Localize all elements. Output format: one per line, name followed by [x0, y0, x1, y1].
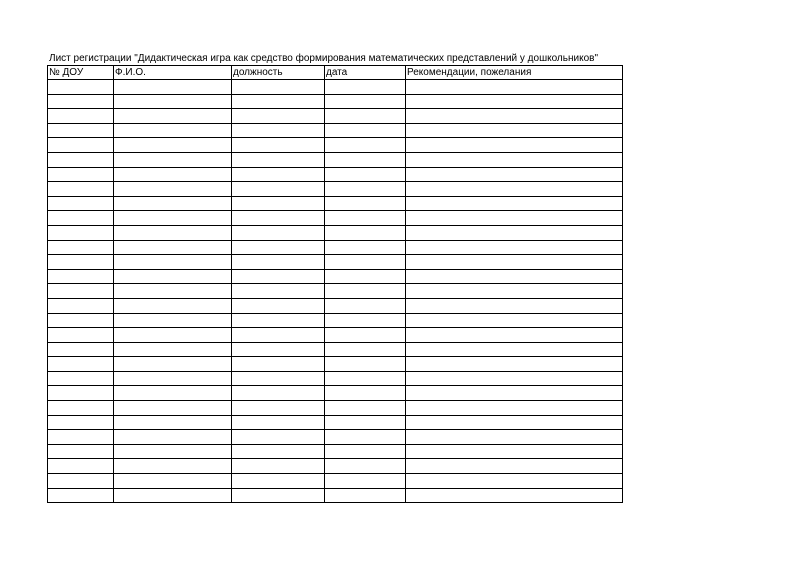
position-cell[interactable] — [232, 430, 325, 445]
dou-number-cell[interactable] — [48, 328, 114, 343]
dou-number-cell[interactable] — [48, 94, 114, 109]
dou-number-cell[interactable] — [48, 401, 114, 416]
recommendations-cell[interactable] — [406, 444, 623, 459]
table-row — [48, 371, 623, 386]
dou-number-cell[interactable] — [48, 211, 114, 226]
dou-number-cell[interactable] — [48, 298, 114, 313]
table-row — [48, 474, 623, 489]
position-cell[interactable] — [232, 240, 325, 255]
full-name-cell[interactable] — [114, 415, 232, 430]
position-cell[interactable] — [232, 109, 325, 124]
dou-number-cell[interactable] — [48, 430, 114, 445]
recommendations-cell[interactable] — [406, 94, 623, 109]
table-row — [48, 459, 623, 474]
position-cell[interactable] — [232, 459, 325, 474]
table-row — [48, 211, 623, 226]
date-cell[interactable] — [325, 401, 406, 416]
full-name-cell[interactable] — [114, 255, 232, 270]
full-name-cell[interactable] — [114, 167, 232, 182]
dou-number-cell[interactable] — [48, 357, 114, 372]
position-cell[interactable] — [232, 474, 325, 489]
table-row — [48, 357, 623, 372]
table-row — [48, 284, 623, 299]
dou-number-cell[interactable] — [48, 284, 114, 299]
table-row — [48, 488, 623, 503]
dou-number-cell[interactable] — [48, 182, 114, 197]
recommendations-cell[interactable] — [406, 298, 623, 313]
column-header-position: должность — [232, 66, 325, 80]
date-cell[interactable] — [325, 386, 406, 401]
date-cell[interactable] — [325, 357, 406, 372]
date-cell[interactable] — [325, 152, 406, 167]
full-name-cell[interactable] — [114, 123, 232, 138]
position-cell[interactable] — [232, 313, 325, 328]
table-row — [48, 196, 623, 211]
dou-number-cell[interactable] — [48, 255, 114, 270]
recommendations-cell[interactable] — [406, 386, 623, 401]
full-name-cell[interactable] — [114, 488, 232, 503]
position-cell[interactable] — [232, 342, 325, 357]
date-cell[interactable] — [325, 182, 406, 197]
dou-number-cell[interactable] — [48, 488, 114, 503]
date-cell[interactable] — [325, 415, 406, 430]
full-name-cell[interactable] — [114, 430, 232, 445]
date-cell[interactable] — [325, 313, 406, 328]
full-name-cell[interactable] — [114, 401, 232, 416]
recommendations-cell[interactable] — [406, 182, 623, 197]
table-row — [48, 298, 623, 313]
date-cell[interactable] — [325, 123, 406, 138]
recommendations-cell[interactable] — [406, 240, 623, 255]
table-row — [48, 80, 623, 95]
date-cell[interactable] — [325, 328, 406, 343]
full-name-cell[interactable] — [114, 109, 232, 124]
table-row — [48, 415, 623, 430]
date-cell[interactable] — [325, 94, 406, 109]
recommendations-cell[interactable] — [406, 80, 623, 95]
table-row — [48, 255, 623, 270]
table-row — [48, 152, 623, 167]
full-name-cell[interactable] — [114, 240, 232, 255]
dou-number-cell[interactable] — [48, 459, 114, 474]
recommendations-cell[interactable] — [406, 313, 623, 328]
table-row — [48, 430, 623, 445]
dou-number-cell[interactable] — [48, 109, 114, 124]
recommendations-cell[interactable] — [406, 430, 623, 445]
dou-number-cell[interactable] — [48, 269, 114, 284]
table-row — [48, 138, 623, 153]
recommendations-cell[interactable] — [406, 459, 623, 474]
dou-number-cell[interactable] — [48, 167, 114, 182]
recommendations-cell[interactable] — [406, 167, 623, 182]
table-row — [48, 94, 623, 109]
full-name-cell[interactable] — [114, 152, 232, 167]
recommendations-cell[interactable] — [406, 138, 623, 153]
dou-number-cell[interactable] — [48, 138, 114, 153]
recommendations-cell[interactable] — [406, 211, 623, 226]
table-row — [48, 342, 623, 357]
position-cell[interactable] — [232, 138, 325, 153]
recommendations-cell[interactable] — [406, 401, 623, 416]
position-cell[interactable] — [232, 196, 325, 211]
table-row — [48, 225, 623, 240]
column-header-date: дата — [325, 66, 406, 80]
full-name-cell[interactable] — [114, 80, 232, 95]
table-body — [48, 80, 623, 503]
full-name-cell[interactable] — [114, 94, 232, 109]
table-row — [48, 386, 623, 401]
dou-number-cell[interactable] — [48, 123, 114, 138]
recommendations-cell[interactable] — [406, 328, 623, 343]
recommendations-cell[interactable] — [406, 488, 623, 503]
position-cell[interactable] — [232, 225, 325, 240]
recommendations-cell[interactable] — [406, 357, 623, 372]
date-cell[interactable] — [325, 269, 406, 284]
position-cell[interactable] — [232, 255, 325, 270]
full-name-cell[interactable] — [114, 313, 232, 328]
date-cell[interactable] — [325, 474, 406, 489]
date-cell[interactable] — [325, 80, 406, 95]
dou-number-cell[interactable] — [48, 80, 114, 95]
recommendations-cell[interactable] — [406, 123, 623, 138]
date-cell[interactable] — [325, 167, 406, 182]
recommendations-cell[interactable] — [406, 109, 623, 124]
dou-number-cell[interactable] — [48, 371, 114, 386]
position-cell[interactable] — [232, 488, 325, 503]
full-name-cell[interactable] — [114, 225, 232, 240]
date-cell[interactable] — [325, 225, 406, 240]
position-cell[interactable] — [232, 415, 325, 430]
table-row — [48, 401, 623, 416]
full-name-cell[interactable] — [114, 444, 232, 459]
dou-number-cell[interactable] — [48, 444, 114, 459]
dou-number-cell[interactable] — [48, 152, 114, 167]
full-name-cell[interactable] — [114, 196, 232, 211]
recommendations-cell[interactable] — [406, 284, 623, 299]
recommendations-cell[interactable] — [406, 269, 623, 284]
full-name-cell[interactable] — [114, 298, 232, 313]
recommendations-cell[interactable] — [406, 152, 623, 167]
position-cell[interactable] — [232, 269, 325, 284]
full-name-cell[interactable] — [114, 459, 232, 474]
position-cell[interactable] — [232, 444, 325, 459]
dou-number-cell[interactable] — [48, 225, 114, 240]
position-cell[interactable] — [232, 386, 325, 401]
date-cell[interactable] — [325, 284, 406, 299]
full-name-cell[interactable] — [114, 474, 232, 489]
position-cell[interactable] — [232, 211, 325, 226]
position-cell[interactable] — [232, 328, 325, 343]
date-cell[interactable] — [325, 196, 406, 211]
date-cell[interactable] — [325, 444, 406, 459]
date-cell[interactable] — [325, 430, 406, 445]
dou-number-cell[interactable] — [48, 415, 114, 430]
table-row — [48, 269, 623, 284]
recommendations-cell[interactable] — [406, 474, 623, 489]
full-name-cell[interactable] — [114, 371, 232, 386]
table-row — [48, 240, 623, 255]
column-header-recommendations: Рекомендации, пожелания — [406, 66, 623, 80]
dou-number-cell[interactable] — [48, 386, 114, 401]
table-row — [48, 123, 623, 138]
table-row — [48, 182, 623, 197]
full-name-cell[interactable] — [114, 342, 232, 357]
full-name-cell[interactable] — [114, 328, 232, 343]
date-cell[interactable] — [325, 240, 406, 255]
recommendations-cell[interactable] — [406, 225, 623, 240]
table-row — [48, 167, 623, 182]
recommendations-cell[interactable] — [406, 255, 623, 270]
position-cell[interactable] — [232, 284, 325, 299]
date-cell[interactable] — [325, 109, 406, 124]
dou-number-cell[interactable] — [48, 313, 114, 328]
position-cell[interactable] — [232, 371, 325, 386]
position-cell[interactable] — [232, 94, 325, 109]
position-cell[interactable] — [232, 152, 325, 167]
column-header-dou-number: № ДОУ — [48, 66, 114, 80]
position-cell[interactable] — [232, 401, 325, 416]
date-cell[interactable] — [325, 211, 406, 226]
recommendations-cell[interactable] — [406, 371, 623, 386]
position-cell[interactable] — [232, 357, 325, 372]
full-name-cell[interactable] — [114, 269, 232, 284]
position-cell[interactable] — [232, 298, 325, 313]
table-row — [48, 109, 623, 124]
column-header-full-name: Ф.И.О. — [114, 66, 232, 80]
full-name-cell[interactable] — [114, 182, 232, 197]
full-name-cell[interactable] — [114, 211, 232, 226]
date-cell[interactable] — [325, 138, 406, 153]
full-name-cell[interactable] — [114, 284, 232, 299]
position-cell[interactable] — [232, 123, 325, 138]
full-name-cell[interactable] — [114, 357, 232, 372]
position-cell[interactable] — [232, 182, 325, 197]
dou-number-cell[interactable] — [48, 342, 114, 357]
position-cell[interactable] — [232, 80, 325, 95]
position-cell[interactable] — [232, 167, 325, 182]
dou-number-cell[interactable] — [48, 196, 114, 211]
recommendations-cell[interactable] — [406, 342, 623, 357]
date-cell[interactable] — [325, 459, 406, 474]
full-name-cell[interactable] — [114, 138, 232, 153]
date-cell[interactable] — [325, 488, 406, 503]
table-header-row — [48, 66, 623, 80]
registration-table — [47, 65, 623, 503]
date-cell[interactable] — [325, 255, 406, 270]
recommendations-cell[interactable] — [406, 196, 623, 211]
date-cell[interactable] — [325, 371, 406, 386]
table-row — [48, 444, 623, 459]
date-cell[interactable] — [325, 342, 406, 357]
table-row — [48, 328, 623, 343]
dou-number-cell[interactable] — [48, 240, 114, 255]
dou-number-cell[interactable] — [48, 474, 114, 489]
sheet-title: Лист регистрации "Дидактическая игра как средство формирования математических представлений у дошкольников" — [49, 53, 598, 64]
full-name-cell[interactable] — [114, 386, 232, 401]
table-row — [48, 313, 623, 328]
recommendations-cell[interactable] — [406, 415, 623, 430]
date-cell[interactable] — [325, 298, 406, 313]
